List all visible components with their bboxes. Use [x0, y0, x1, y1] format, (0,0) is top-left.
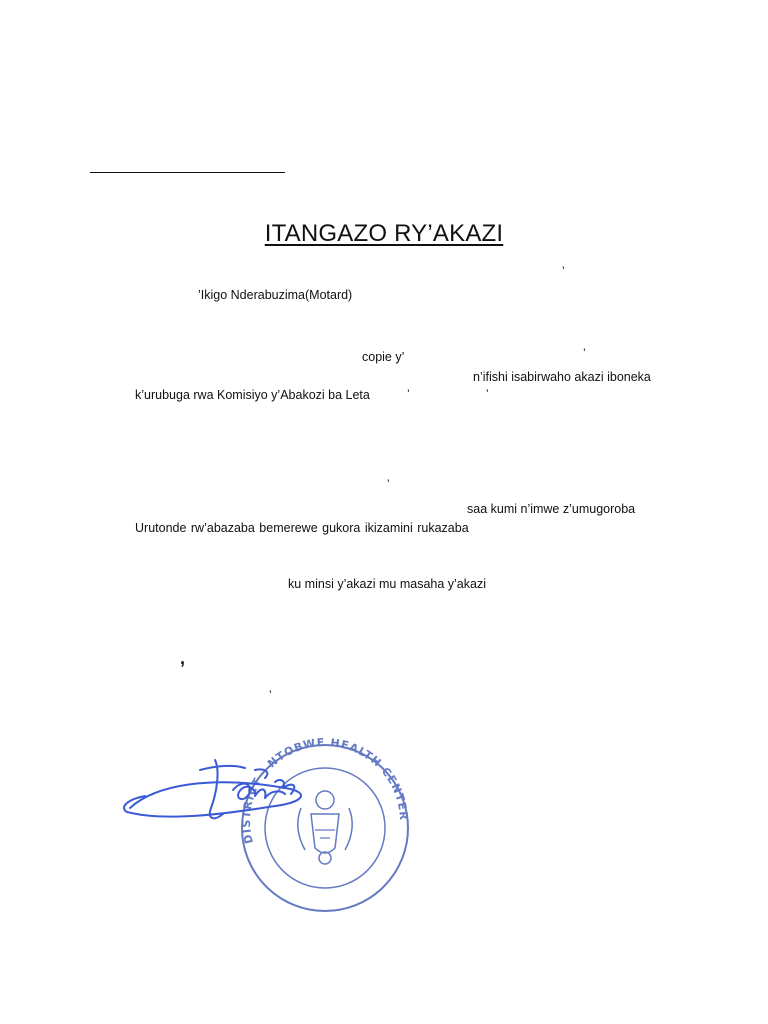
health-center-seal: [240, 736, 410, 911]
apostrophe-mark: ’: [387, 477, 390, 491]
urutonde-text: Urutonde rw’abazaba bemerewe gukora ikizamini rukazaba: [135, 521, 469, 535]
apostrophe-mark: ’: [562, 264, 565, 278]
signature-and-seal: [115, 730, 415, 920]
motard-line: ’Ikigo Nderabuzima(Motard): [198, 288, 353, 302]
minsi-text: ku minsi y’akazi mu masaha y’akazi: [288, 577, 486, 591]
header-rule: [90, 172, 285, 173]
ifishi-text: n’ifishi isabirwaho akazi iboneka: [473, 370, 651, 384]
apostrophe-mark: ’: [407, 387, 410, 401]
stamp-seal-graphic: [115, 730, 415, 920]
apostrophe-mark: ’: [486, 387, 489, 401]
komisiyo-text: k’urubuga rwa Komisiyo y’Abakozi ba Leta: [135, 388, 370, 402]
apostrophe-mark: ’: [269, 688, 272, 702]
seal-text: DISTRICT - NTOBWE HEALTH CENTER: [239, 735, 411, 845]
bold-comma: ,: [180, 648, 186, 668]
apostrophe-mark: ’: [583, 346, 586, 360]
page-title: ITANGAZO RY’AKAZI: [264, 220, 504, 247]
deadline-time-text: saa kumi n’imwe z’umugoroba: [467, 502, 636, 516]
copie-text: copie y’: [362, 350, 405, 364]
